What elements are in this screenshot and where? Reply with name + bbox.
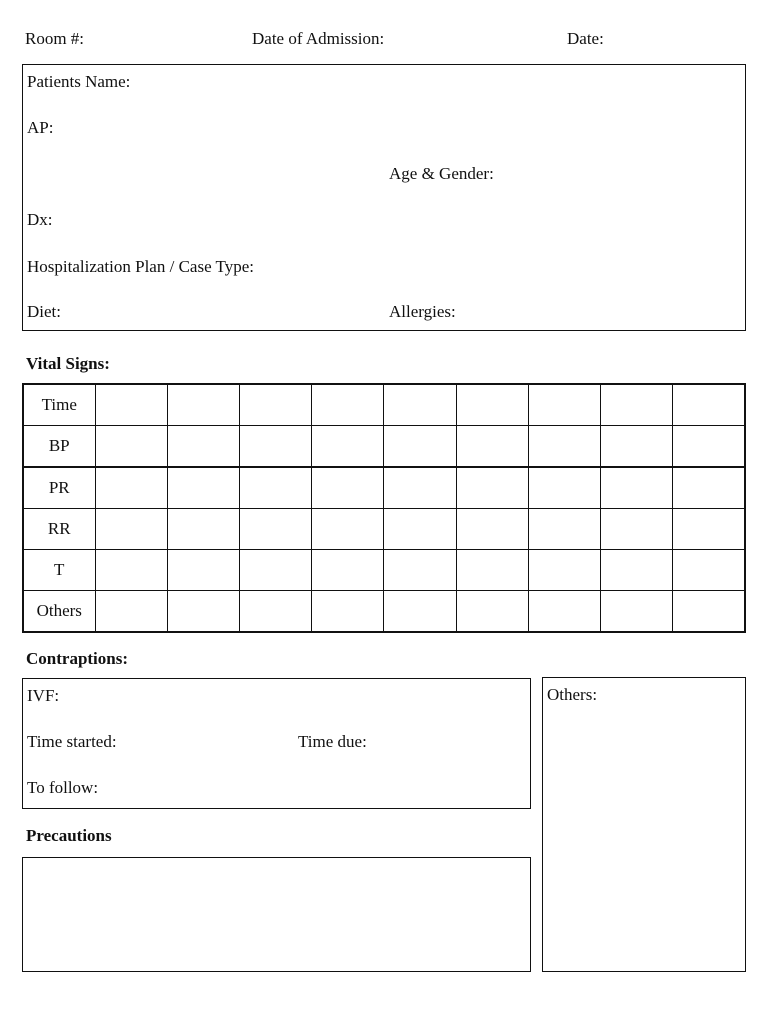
time-due-label: Time due: (298, 732, 367, 751)
vital-signs-cell[interactable] (601, 550, 673, 591)
vital-signs-cell[interactable] (167, 550, 239, 591)
vital-signs-cell[interactable] (528, 467, 600, 509)
vital-signs-cell[interactable] (384, 509, 456, 550)
precautions-box (22, 857, 531, 972)
vital-signs-cell[interactable] (167, 591, 239, 633)
vital-signs-row-label: PR (23, 467, 95, 509)
ap-label: AP: (27, 118, 54, 137)
vital-signs-cell[interactable] (384, 426, 456, 468)
vital-signs-cell[interactable] (312, 550, 384, 591)
vital-signs-cell[interactable] (167, 426, 239, 468)
hospitalization-plan-label: Hospitalization Plan / Case Type: (27, 257, 255, 276)
vital-signs-cell[interactable] (239, 591, 311, 633)
vital-signs-cell[interactable] (312, 384, 384, 426)
vital-signs-cell[interactable] (239, 509, 311, 550)
vital-signs-cell[interactable] (601, 426, 673, 468)
vital-signs-cell[interactable] (95, 550, 167, 591)
vital-signs-cell[interactable] (167, 509, 239, 550)
vital-signs-row-label: Others (23, 591, 95, 633)
vital-signs-row (23, 467, 745, 509)
vital-signs-cell[interactable] (673, 550, 745, 591)
vital-signs-cell[interactable] (95, 426, 167, 468)
vital-signs-cell[interactable] (601, 467, 673, 509)
dx-label: Dx: (27, 210, 53, 229)
vital-signs-cell[interactable] (673, 509, 745, 550)
contraptions-title: Contraptions: (26, 649, 129, 668)
vital-signs-cell[interactable] (95, 509, 167, 550)
vital-signs-cell[interactable] (528, 591, 600, 633)
to-follow-label: To follow: (27, 778, 99, 797)
patient-info-box (22, 64, 746, 331)
vital-signs-cell[interactable] (456, 509, 528, 550)
vital-signs-row (23, 426, 745, 468)
vital-signs-row-label: BP (23, 426, 95, 468)
vital-signs-cell[interactable] (239, 467, 311, 509)
vital-signs-row-label: Time (23, 384, 95, 426)
ivf-label: IVF: (27, 686, 60, 705)
vital-signs-cell[interactable] (601, 591, 673, 633)
vital-signs-row (23, 509, 745, 550)
vital-signs-cell[interactable] (601, 509, 673, 550)
vital-signs-cell[interactable] (384, 467, 456, 509)
age-gender-label: Age & Gender: (389, 164, 494, 183)
vital-signs-cell[interactable] (456, 467, 528, 509)
vital-signs-cell[interactable] (456, 426, 528, 468)
vital-signs-cell[interactable] (95, 384, 167, 426)
vital-signs-row (23, 384, 745, 426)
vital-signs-cell[interactable] (312, 467, 384, 509)
diet-label: Diet: (27, 302, 61, 321)
vital-signs-cell[interactable] (167, 384, 239, 426)
vital-signs-cell[interactable] (528, 384, 600, 426)
vital-signs-cell[interactable] (673, 591, 745, 633)
vital-signs-table (22, 383, 746, 633)
vital-signs-cell[interactable] (312, 426, 384, 468)
precautions-title: Precautions (26, 826, 112, 845)
vital-signs-cell[interactable] (528, 426, 600, 468)
vital-signs-title: Vital Signs: (26, 354, 110, 373)
room-number-label: Room #: (25, 29, 85, 48)
vital-signs-cell[interactable] (456, 550, 528, 591)
vital-signs-cell[interactable] (384, 384, 456, 426)
vital-signs-cell[interactable] (95, 591, 167, 633)
vital-signs-row-label: T (23, 550, 95, 591)
patient-name-label: Patients Name: (27, 72, 131, 91)
vital-signs-cell[interactable] (95, 467, 167, 509)
vital-signs-cell[interactable] (601, 384, 673, 426)
vital-signs-row-label: RR (23, 509, 95, 550)
vital-signs-cell[interactable] (673, 426, 745, 468)
date-of-admission-label: Date of Admission: (252, 29, 385, 48)
vital-signs-cell[interactable] (239, 550, 311, 591)
vital-signs-cell[interactable] (312, 591, 384, 633)
vital-signs-cell[interactable] (528, 509, 600, 550)
date-label: Date: (567, 29, 604, 48)
vital-signs-cell[interactable] (167, 467, 239, 509)
vital-signs-cell[interactable] (673, 384, 745, 426)
vital-signs-cell[interactable] (239, 426, 311, 468)
vital-signs-cell[interactable] (384, 591, 456, 633)
vital-signs-cell[interactable] (673, 467, 745, 509)
allergies-label: Allergies: (389, 302, 456, 321)
vital-signs-row (23, 591, 745, 633)
others-box (542, 677, 746, 972)
vital-signs-cell[interactable] (456, 591, 528, 633)
vital-signs-cell[interactable] (456, 384, 528, 426)
vital-signs-row (23, 550, 745, 591)
time-started-label: Time started: (27, 732, 117, 751)
vital-signs-cell[interactable] (312, 509, 384, 550)
vital-signs-cell[interactable] (239, 384, 311, 426)
vital-signs-cell[interactable] (384, 550, 456, 591)
vital-signs-cell[interactable] (528, 550, 600, 591)
others-label: Others: (547, 685, 598, 704)
